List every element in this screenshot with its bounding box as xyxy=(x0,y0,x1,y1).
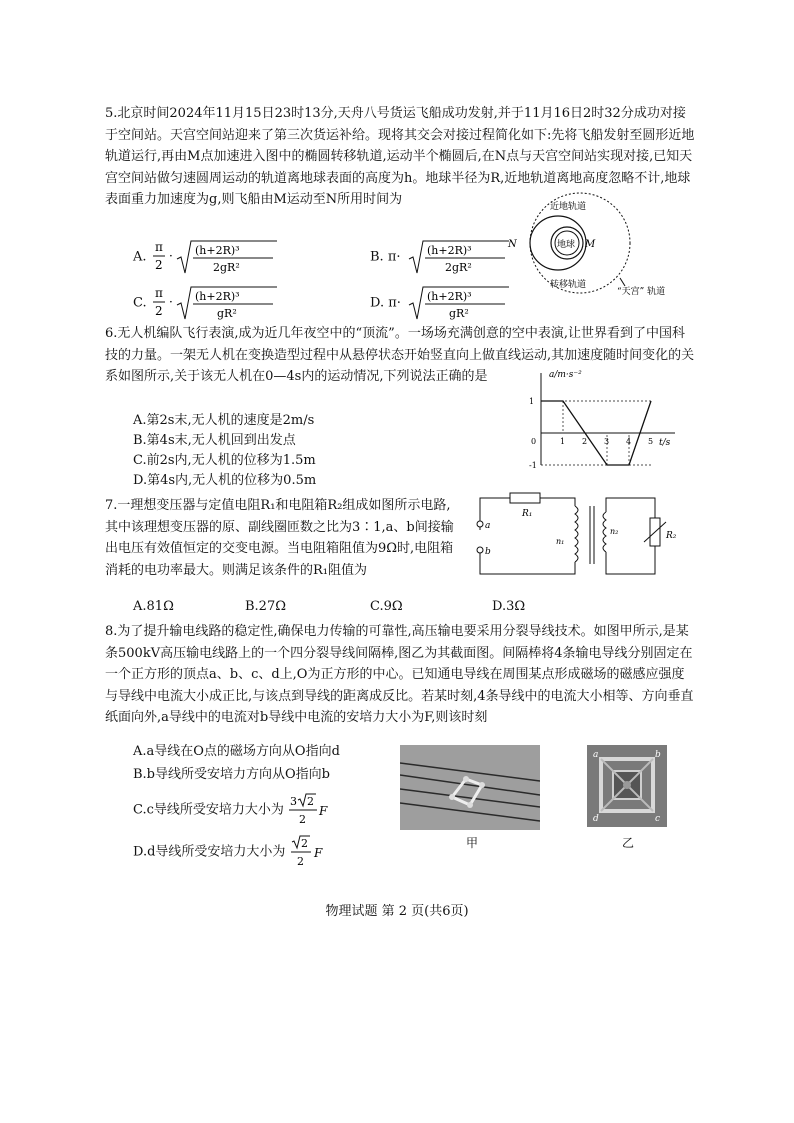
point-m-label: M xyxy=(585,239,596,250)
tiangong-orbit-label: “天宫” 轨道 xyxy=(617,287,666,297)
terminal-a xyxy=(477,521,483,527)
r2-label: R₂ xyxy=(666,531,677,541)
svg-text:·: · xyxy=(168,249,173,263)
cross-section-photo-yi xyxy=(587,745,667,827)
q8-option-a[interactable]: A.a导线在O点的磁场方向从O指向d xyxy=(133,744,340,759)
q5-option-a[interactable]: A. π 2 · (h+2R)³ 2gR² xyxy=(133,237,281,277)
svg-text:2: 2 xyxy=(296,855,304,868)
q5-option-c[interactable]: C. π 2 · (h+2R)³ gR² xyxy=(133,283,281,323)
svg-text:2: 2 xyxy=(307,795,315,808)
svg-text:(h+2R)³: (h+2R)³ xyxy=(194,290,240,303)
transfer-orbit-label: 转移轨道 xyxy=(550,280,587,290)
q7-option-b[interactable]: B.27Ω xyxy=(245,599,287,614)
cross-a-label: a xyxy=(593,750,599,760)
question-5-text: 5.北京时间2024年11月15日23时13分,天舟八号货运飞船成功发射,并于11月16日2时32分成功对接于空间站。天宫空间站迎来了第三次货运补给。现将其交会对接过程简化如下:先将飞船发射至圆形近地轨道运行,再由M点加速进入图中的椭圆转移轨道,运动半个椭圆后,在N点与天宫空间站实现对接,已知天宫空间站做匀速圆周运动的轨道离地球表面的高度为h。地球半径为R,近地轨道离地高度忽略不计,地球表面重力加速度为g,则飞船由M运动至N所用时间为 xyxy=(105,106,695,207)
x-tick-label: 4 xyxy=(626,437,632,446)
svg-text:F: F xyxy=(313,846,322,860)
q7-option-d[interactable]: D.3Ω xyxy=(492,599,526,614)
q5-formula-a xyxy=(151,237,281,277)
n1-label: n₁ xyxy=(556,537,565,546)
y-tick-label: -1 xyxy=(529,461,537,470)
near-orbit-label: 近地轨道 xyxy=(550,202,587,212)
tiangong-pointer xyxy=(620,278,625,286)
x-tick-label: 0 xyxy=(531,437,537,446)
q8-option-c[interactable]: C.c导线所受安培力大小为 3 2 2 F xyxy=(133,790,330,830)
q8-option-b[interactable]: B.b导线所受安培力方向从O指向b xyxy=(133,767,330,782)
caption-yi: 乙 xyxy=(622,836,635,850)
secondary-coil xyxy=(603,512,606,552)
terminal-b-label: b xyxy=(485,547,491,557)
svg-text:2gR²: 2gR² xyxy=(212,261,240,274)
q6-option-b[interactable]: B.第4s末,无人机回到出发点 xyxy=(133,433,296,448)
q5-formula-c xyxy=(151,283,281,323)
point-n-label: N xyxy=(508,239,517,250)
terminal-b xyxy=(477,547,483,553)
svg-text:F: F xyxy=(319,804,328,818)
q5-option-b[interactable]: B. π· (h+2R)³ 2gR² xyxy=(370,237,515,277)
svg-text:3: 3 xyxy=(290,795,298,808)
q6-option-d[interactable]: D.第4s内,无人机的位移为0.5m xyxy=(133,473,317,488)
svg-text:gR²: gR² xyxy=(449,307,469,320)
q5-formula-b xyxy=(405,237,515,277)
earth-label: 地球 xyxy=(557,240,576,250)
cross-c-label: c xyxy=(655,814,661,824)
q8-option-d[interactable]: D.d导线所受安培力大小为 2 2 F xyxy=(133,832,326,872)
svg-text:2: 2 xyxy=(300,837,308,850)
svg-text:2: 2 xyxy=(154,258,163,272)
x-tick-label: 2 xyxy=(582,437,588,446)
q5-option-d[interactable]: D. π· (h+2R)³ gR² xyxy=(370,283,515,323)
cross-b-label: b xyxy=(655,750,661,760)
svg-text:(h+2R)³: (h+2R)³ xyxy=(426,244,472,257)
svg-text:(h+2R)³: (h+2R)³ xyxy=(194,244,240,257)
orbit-diagram xyxy=(505,190,675,300)
resistor-r1 xyxy=(510,493,540,503)
svg-text:·: · xyxy=(168,295,173,309)
x-tick-label: 3 xyxy=(604,437,610,446)
q5-formula-d xyxy=(405,283,515,323)
svg-text:gR²: gR² xyxy=(216,307,237,320)
q6-option-c[interactable]: C.前2s内,无人机的位移为1.5m xyxy=(133,453,316,468)
q8-formula-d xyxy=(290,832,326,872)
q6-option-a[interactable]: A.第2s末,无人机的速度是2m/s xyxy=(133,413,315,428)
cross-d-label: d xyxy=(593,814,599,824)
caption-jia: 甲 xyxy=(466,836,479,850)
transformer-circuit xyxy=(470,488,685,583)
x-tick-label: 1 xyxy=(560,437,566,446)
question-7-text: 7.一理想变压器与定值电阻R₁和电阻箱R₂组成如图所示电路,其中该理想变压器的原、副线圈匝数之比为3∶1,a、b间接输出电压有效值恒定的交变电源。当电阻箱阻值为9Ω时,电阻箱消耗的电功率最大。则满足该条件的R₁阻值为 xyxy=(105,498,454,578)
spacer-photo-jia xyxy=(400,745,540,830)
primary-coil xyxy=(575,506,578,562)
svg-text:2: 2 xyxy=(154,304,163,318)
question-6-text: 6.无人机编队飞行表演,成为近几年夜空中的“顶流”。一场场充满创意的空中表演,让世界看到了中国科技的力量。一架无人机在变换造型过程中从悬停状态开始竖直向上做直线运动,其加速度随时间变化的关系如图所示,关于该无人机在0—4s内的运动情况,下列说法正确的是 xyxy=(105,326,695,384)
y-axis-label: a/m·s⁻² xyxy=(549,370,582,380)
q8-formula-c xyxy=(288,790,330,830)
question-8-text: 8.为了提升输电线路的稳定性,确保电力传输的可靠性,高压输电要采用分裂导线技术。如图甲所示,是某条500kV高压输电线路上的一个四分裂导线间隔棒,图乙为其截面图。间隔棒将4条输电导线分别固定在一个正方形的顶点a、b、c、d上,O为正方形的中心。已知通电导线在周围某点形成磁场的磁感应强度与导线中电流大小成正比,与该点到导线的距离成反比。若某时刻,4条导线中的电流大小相等、方向垂直纸面向外,a导线中的电流对b导线中电流的安培力大小为F,则该时刻 xyxy=(105,624,694,725)
terminal-a-label: a xyxy=(485,521,491,531)
svg-text:2gR²: 2gR² xyxy=(444,261,472,274)
svg-text:(h+2R)³: (h+2R)³ xyxy=(427,290,472,303)
y-tick-label: 1 xyxy=(529,397,535,406)
x-tick-label: 5 xyxy=(648,437,654,446)
svg-text:2: 2 xyxy=(299,813,307,826)
svg-text:π: π xyxy=(154,286,163,300)
svg-text:π: π xyxy=(154,240,163,254)
acceleration-time-chart xyxy=(525,365,685,475)
r1-label: R₁ xyxy=(522,509,533,519)
x-axis-label: t/s xyxy=(659,438,671,448)
n2-label: n₂ xyxy=(610,527,619,536)
q7-option-c[interactable]: C.9Ω xyxy=(370,599,403,614)
q7-option-a[interactable]: A.81Ω xyxy=(133,599,174,614)
page-footer: 物理试题 第 2 页(共6页) xyxy=(325,904,469,919)
